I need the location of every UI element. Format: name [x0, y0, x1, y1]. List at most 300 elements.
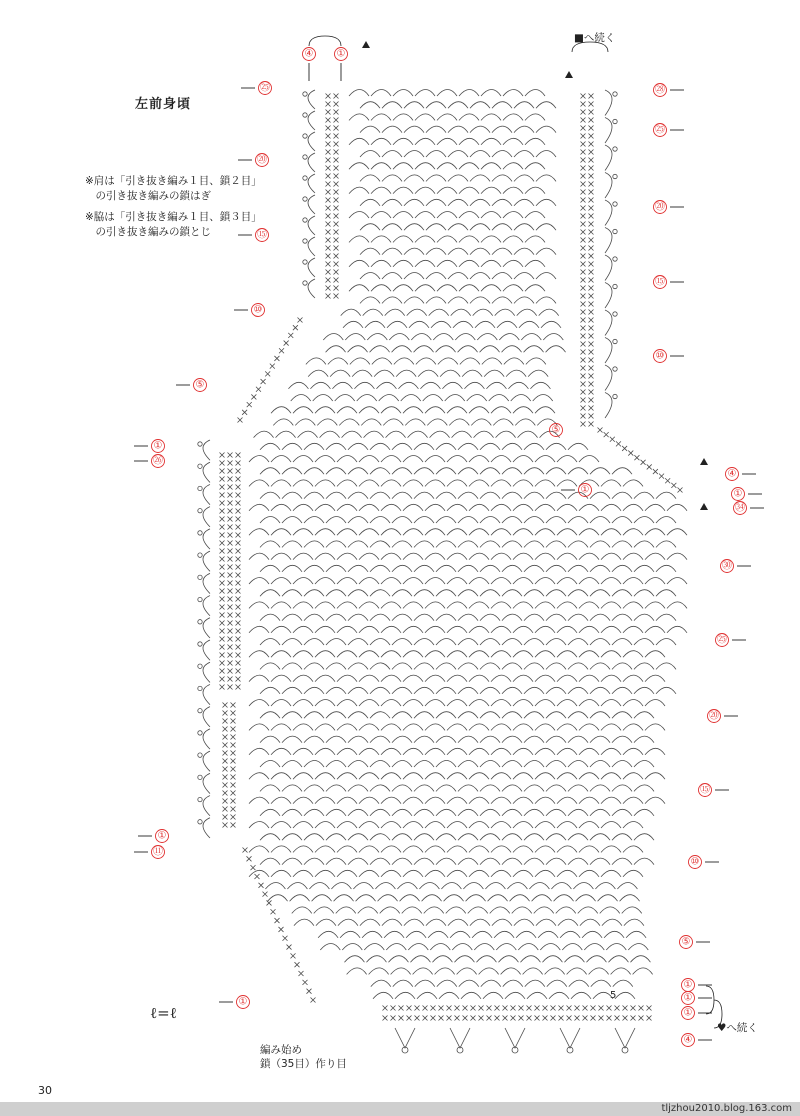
shell-stitch — [579, 675, 599, 682]
shell-stitch — [546, 565, 566, 572]
shell-stitch — [382, 224, 402, 231]
single-crochet-mark — [228, 557, 233, 562]
single-crochet-mark — [228, 461, 233, 466]
single-crochet-mark — [527, 1006, 532, 1011]
single-crochet-mark — [581, 318, 586, 323]
shell-stitch — [260, 687, 280, 694]
shell-stitch — [612, 712, 632, 719]
single-crochet-mark — [236, 469, 241, 474]
shell-stitch — [448, 151, 468, 158]
shell-stitch — [492, 102, 512, 109]
shell-stitch — [287, 883, 307, 890]
single-crochet-mark — [236, 453, 241, 458]
note-side: ※脇は「引き抜き編み１目、鎖３目」 の引き抜き編みの鎖とじ — [85, 211, 262, 238]
single-crochet-mark — [231, 815, 236, 820]
l-11-left: ⑪ — [153, 846, 163, 858]
shell-stitch — [271, 724, 291, 731]
shell-stitch — [304, 761, 324, 768]
single-crochet-mark — [326, 230, 331, 235]
single-crochet-mark — [615, 1006, 620, 1011]
shell-stitch — [623, 529, 643, 536]
single-crochet-mark — [589, 318, 594, 323]
single-crochet-mark — [463, 1016, 468, 1021]
single-crochet-mark — [334, 294, 339, 299]
shell-stitch — [447, 822, 467, 829]
shell-stitch — [315, 480, 335, 487]
shell-stitch — [601, 773, 621, 780]
shell-stitch — [492, 297, 512, 304]
shell-stitch — [495, 309, 515, 316]
shell-stitch — [612, 785, 632, 792]
single-crochet-mark — [334, 286, 339, 291]
shell-stitch — [304, 541, 324, 548]
shell-stitch — [568, 785, 588, 792]
shell-stitch — [491, 748, 511, 755]
single-crochet-mark — [236, 493, 241, 498]
single-crochet-mark — [220, 533, 225, 538]
single-crochet-mark — [479, 1006, 484, 1011]
shell-stitch — [667, 504, 687, 511]
picot-loop — [303, 218, 307, 222]
shell-stitch — [315, 578, 335, 585]
single-crochet-mark — [334, 134, 339, 139]
single-crochet-mark — [326, 150, 331, 155]
shell-stitch — [371, 212, 391, 219]
shell-stitch — [337, 602, 357, 609]
shell-stitch — [491, 797, 511, 804]
single-crochet-mark — [551, 1006, 556, 1011]
shell-stitch — [491, 773, 511, 780]
single-crochet-mark — [628, 451, 633, 456]
shell-stitch — [310, 382, 330, 389]
shell-stitch — [656, 541, 676, 548]
shell-stitch — [480, 443, 500, 450]
shell-stitch — [535, 602, 555, 609]
shell-stitch — [348, 590, 368, 597]
single-crochet-mark — [228, 685, 233, 690]
shell-stitch — [436, 834, 456, 841]
single-crochet-mark — [334, 142, 339, 147]
shell-stitch — [309, 883, 329, 890]
shell-stitch — [480, 468, 500, 475]
shell-stitch — [291, 395, 311, 402]
single-crochet-mark — [299, 971, 304, 976]
shell-stitch — [315, 504, 335, 511]
shell-stitch — [315, 407, 335, 414]
shell-stitch — [542, 956, 562, 963]
l-26-left: ㉖ — [153, 455, 163, 467]
shell-stitch — [558, 919, 578, 926]
single-crochet-mark — [589, 238, 594, 243]
shell-stitch — [513, 700, 533, 707]
shell-stitch — [513, 675, 533, 682]
shell-stitch — [415, 212, 435, 219]
shell-stitch — [513, 407, 533, 414]
shell-stitch — [502, 761, 522, 768]
shell-stitch — [382, 126, 402, 133]
single-crochet-mark — [326, 102, 331, 107]
shell-stitch — [513, 724, 533, 731]
shell-stitch — [315, 748, 335, 755]
single-crochet-mark — [589, 374, 594, 379]
shell-stitch — [590, 639, 610, 646]
shell-stitch — [590, 687, 610, 694]
single-crochet-mark — [447, 1006, 452, 1011]
shell-stitch — [315, 553, 335, 560]
shell-stitch — [656, 687, 676, 694]
shell-stitch — [381, 480, 401, 487]
shell-stitch — [403, 822, 423, 829]
shell-stitch — [613, 980, 633, 987]
shell-stitch — [249, 700, 269, 707]
shell-stitch — [425, 822, 445, 829]
shell-stitch — [447, 846, 467, 853]
single-crochet-mark — [589, 166, 594, 171]
shell-stitch — [623, 504, 643, 511]
single-crochet-mark — [334, 214, 339, 219]
shell-stitch — [381, 724, 401, 731]
single-crochet-mark — [236, 549, 241, 554]
shell-stitch — [623, 700, 643, 707]
shell-stitch — [382, 297, 402, 304]
shell-stitch — [293, 651, 313, 658]
shell-stitch — [348, 468, 368, 475]
shell-stitch — [601, 651, 621, 658]
shell-stitch — [568, 639, 588, 646]
shell-stitch — [425, 456, 445, 463]
shell-stitch — [586, 956, 606, 963]
shell-stitch — [378, 895, 398, 902]
shell-stitch — [349, 138, 369, 145]
shell-stitch — [634, 761, 654, 768]
shell-stitch — [293, 578, 313, 585]
shell-stitch — [392, 834, 412, 841]
single-crochet-mark — [284, 341, 289, 346]
single-crochet-mark — [589, 158, 594, 163]
shell-stitch — [470, 126, 490, 133]
shell-stitch — [445, 395, 465, 402]
shell-stitch — [293, 724, 313, 731]
single-crochet-mark — [567, 1016, 572, 1021]
shell-stitch — [458, 858, 478, 865]
shell-stitch — [260, 517, 280, 524]
shell-stitch — [503, 980, 523, 987]
shell-stitch — [447, 675, 467, 682]
single-crochet-mark — [255, 874, 260, 879]
single-crochet-mark — [487, 1016, 492, 1021]
shell-stitch — [273, 419, 293, 426]
shell-stitch — [392, 590, 412, 597]
single-crochet-mark — [589, 182, 594, 187]
shell-stitch — [458, 346, 478, 353]
shell-stitch — [459, 138, 479, 145]
shell-stitch — [414, 468, 434, 475]
shell-stitch — [469, 675, 489, 682]
shell-stitch — [541, 321, 561, 328]
shell-stitch — [634, 590, 654, 597]
single-crochet-mark — [220, 565, 225, 570]
shell-stitch — [337, 748, 357, 755]
shell-stitch — [535, 553, 555, 560]
shell-stitch — [379, 395, 399, 402]
shell-stitch — [623, 724, 643, 731]
shell-stitch — [372, 358, 392, 365]
shell-stitch — [557, 529, 577, 536]
single-crochet-mark — [334, 270, 339, 275]
shell-stitch — [367, 334, 387, 341]
single-crochet-mark — [543, 1006, 548, 1011]
l-1-left: ① — [153, 440, 163, 452]
picot-loop — [198, 820, 202, 824]
shell-stitch — [459, 187, 479, 194]
shell-stitch — [557, 480, 577, 487]
single-crochet-mark — [243, 848, 248, 853]
single-crochet-mark — [220, 605, 225, 610]
single-crochet-mark — [589, 206, 594, 211]
shell-stitch — [360, 151, 380, 158]
shell-stitch — [483, 992, 503, 999]
shell-stitch — [447, 773, 467, 780]
shell-stitch — [337, 700, 357, 707]
shell-stitch — [584, 944, 604, 951]
single-crochet-mark — [275, 918, 280, 923]
single-crochet-mark — [589, 230, 594, 235]
shell-stitch — [557, 504, 577, 511]
shell-stitch — [348, 712, 368, 719]
shell-stitch — [304, 809, 324, 816]
shell-stitch — [369, 968, 389, 975]
shell-stitch — [337, 724, 357, 731]
single-crochet-mark — [228, 669, 233, 674]
shell-stitch — [381, 870, 401, 877]
single-crochet-mark — [581, 198, 586, 203]
shell-stitch — [370, 736, 390, 743]
shell-stitch — [535, 675, 555, 682]
shell-stitch — [304, 492, 324, 499]
shell-stitch — [417, 992, 437, 999]
shell-stitch — [382, 273, 402, 280]
shell-stitch — [383, 419, 403, 426]
single-crochet-mark — [265, 371, 270, 376]
shell-stitch — [437, 163, 457, 170]
shell-stitch — [326, 346, 346, 353]
single-crochet-mark — [228, 589, 233, 594]
shell-stitch — [403, 797, 423, 804]
shell-stitch — [340, 931, 360, 938]
shell-stitch — [381, 504, 401, 511]
shell-stitch — [359, 504, 379, 511]
shell-stitch — [348, 858, 368, 865]
shell-stitch — [404, 126, 424, 133]
picot-loop — [198, 686, 202, 690]
shell-stitch — [449, 419, 469, 426]
shell-stitch — [370, 614, 390, 621]
single-crochet-mark — [334, 126, 339, 131]
shell-stitch — [414, 809, 434, 816]
shell-stitch — [315, 773, 335, 780]
shell-stitch — [448, 248, 468, 255]
shell-stitch — [293, 553, 313, 560]
shell-stitch — [437, 236, 457, 243]
armhole-edge-scallop — [203, 684, 210, 704]
shell-stitch — [459, 980, 479, 987]
single-crochet-mark — [220, 621, 225, 626]
shell-stitch — [403, 602, 423, 609]
single-crochet-mark — [647, 464, 652, 469]
shell-stitch — [381, 675, 401, 682]
single-crochet-mark — [581, 190, 586, 195]
shell-stitch — [579, 700, 599, 707]
shell-stitch — [590, 565, 610, 572]
single-crochet-mark — [431, 1016, 436, 1021]
shell-stitch — [600, 907, 620, 914]
single-crochet-mark — [334, 150, 339, 155]
shell-stitch — [249, 651, 269, 658]
armhole-edge-scallop — [203, 596, 210, 616]
shell-stitch — [634, 565, 654, 572]
shell-stitch — [608, 956, 628, 963]
armhole-edge-scallop — [203, 484, 210, 504]
single-crochet-mark — [567, 1006, 572, 1011]
hem-fan-stitch — [395, 1028, 415, 1048]
shell-stitch — [503, 163, 523, 170]
shell-stitch — [557, 553, 577, 560]
shell-stitch — [503, 285, 523, 292]
single-crochet-mark — [581, 270, 586, 275]
single-crochet-mark — [326, 158, 331, 163]
shell-stitch — [349, 236, 369, 243]
shell-stitch — [348, 614, 368, 621]
shell-stitch — [359, 675, 379, 682]
single-crochet-mark — [228, 653, 233, 658]
shell-stitch — [458, 468, 478, 475]
shell-stitch — [428, 931, 448, 938]
shell-stitch — [381, 456, 401, 463]
symbol-legend: ℓ=ℓ — [150, 1004, 177, 1022]
single-crochet-mark — [311, 998, 316, 1003]
shell-stitch — [415, 260, 435, 267]
single-crochet-mark — [236, 501, 241, 506]
shell-stitch — [546, 687, 566, 694]
shell-stitch — [337, 529, 357, 536]
shell-stitch — [396, 370, 416, 377]
single-crochet-mark — [334, 190, 339, 195]
single-crochet-mark — [231, 743, 236, 748]
shell-stitch — [540, 944, 560, 951]
single-crochet-mark — [326, 286, 331, 291]
armhole-edge-scallop — [203, 662, 210, 682]
single-crochet-mark — [589, 254, 594, 259]
shell-stitch — [422, 895, 442, 902]
single-crochet-mark — [589, 142, 594, 147]
shell-stitch — [502, 346, 522, 353]
shell-stitch — [590, 809, 610, 816]
single-crochet-mark — [236, 517, 241, 522]
shell-stitch — [546, 761, 566, 768]
picot-loop — [613, 229, 617, 233]
picot-loop — [303, 176, 307, 180]
shell-stitch — [371, 187, 391, 194]
shell-stitch — [392, 346, 412, 353]
l-5-right2: ⑤ — [681, 936, 691, 948]
shell-stitch — [342, 944, 362, 951]
shell-stitch — [326, 614, 346, 621]
shell-stitch — [415, 285, 435, 292]
shell-stitch — [330, 370, 350, 377]
shell-stitch — [425, 578, 445, 585]
shell-stitch — [437, 114, 457, 121]
single-crochet-mark — [535, 1006, 540, 1011]
shell-stitch — [469, 529, 489, 536]
single-crochet-mark — [527, 1016, 532, 1021]
single-crochet-mark — [581, 414, 586, 419]
shell-stitch — [260, 761, 280, 768]
shell-stitch — [545, 968, 565, 975]
diagram-title: 左前身頃 — [135, 97, 192, 112]
shell-stitch — [458, 736, 478, 743]
l-5-left: ⑤ — [195, 379, 205, 391]
shell-stitch — [318, 931, 338, 938]
shell-stitch — [304, 858, 324, 865]
shell-stitch — [514, 297, 534, 304]
shell-stitch — [502, 809, 522, 816]
single-crochet-mark — [236, 645, 241, 650]
shell-stitch — [415, 138, 435, 145]
single-crochet-mark — [220, 493, 225, 498]
shell-stitch — [503, 187, 523, 194]
single-crochet-mark — [581, 406, 586, 411]
shell-stitch — [453, 321, 473, 328]
shell-stitch — [359, 822, 379, 829]
l-15-left: ⑮ — [257, 229, 267, 241]
shell-stitch — [360, 102, 380, 109]
shell-stitch — [398, 382, 418, 389]
shell-stitch — [326, 492, 346, 499]
neck-edge-scallop — [308, 237, 315, 256]
single-crochet-mark — [326, 134, 331, 139]
picot-loop — [303, 113, 307, 117]
picot-loop — [613, 92, 617, 96]
picot-loop — [198, 553, 202, 557]
shell-stitch — [293, 846, 313, 853]
shell-stitch — [513, 529, 533, 536]
shell-stitch — [503, 260, 523, 267]
shell-stitch — [348, 565, 368, 572]
picot-loop — [613, 174, 617, 178]
shell-stitch — [557, 748, 577, 755]
shell-stitch — [349, 285, 369, 292]
single-crochet-mark — [589, 310, 594, 315]
shell-stitch — [392, 468, 412, 475]
single-crochet-mark — [223, 703, 228, 708]
single-crochet-mark — [581, 222, 586, 227]
shell-stitch — [381, 822, 401, 829]
picot-loop — [198, 797, 202, 801]
shell-stitch — [535, 651, 555, 658]
shell-stitch — [628, 944, 648, 951]
shell-stitch — [579, 846, 599, 853]
shell-stitch — [568, 565, 588, 572]
shell-stitch — [290, 895, 310, 902]
single-crochet-mark — [223, 775, 228, 780]
single-crochet-mark — [334, 230, 339, 235]
shell-stitch — [551, 883, 571, 890]
shell-stitch — [590, 736, 610, 743]
single-crochet-mark — [391, 1006, 396, 1011]
l-1-mid: ① — [580, 484, 590, 496]
shell-stitch — [514, 273, 534, 280]
shell-stitch — [447, 456, 467, 463]
